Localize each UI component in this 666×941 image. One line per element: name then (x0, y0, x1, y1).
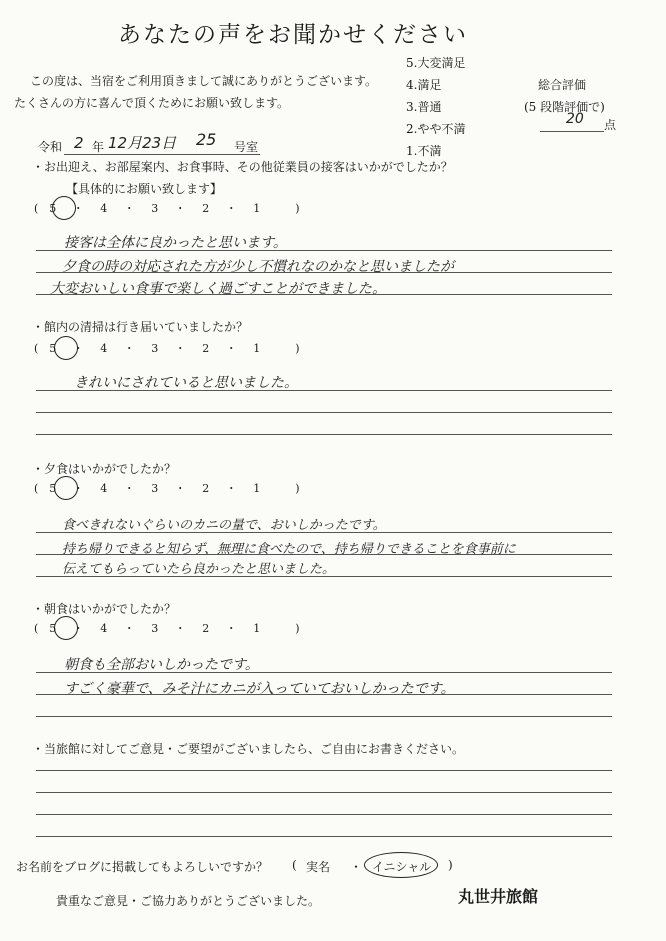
overall-label: 総合評価 (538, 78, 587, 92)
comment-line (36, 836, 612, 837)
intro-line-1: この度は、当宿をご利用頂きまして誠にありがとうございます。 (30, 74, 378, 88)
answer-line (36, 716, 612, 717)
blog-option-real-name: 実名 (306, 860, 331, 874)
thanks-text: 貴重なご意見・ご協力ありがとうございました。 (56, 894, 321, 908)
intro-line-2: たくさんの方に喜んで頂くためにお願い致します。 (14, 96, 290, 110)
answer-1-line-1: 接客は全体に良かったと思います。 (64, 235, 287, 251)
blog-question: お名前をブログに掲載してもよろしいですか？ (16, 860, 269, 874)
answer-line (36, 412, 612, 413)
answer-line (36, 434, 612, 435)
comment-line (36, 792, 612, 793)
answer-line (36, 532, 612, 533)
overall-unit: 点 (604, 118, 617, 132)
answer-line (36, 294, 612, 295)
blog-separator: ・ (350, 860, 363, 874)
question-3: ・夕食はいかがでしたか？ (32, 462, 177, 476)
answer-3-line-3: 伝えてもらっていたら良かったと思いました。 (62, 562, 336, 577)
blog-selected-circle (364, 852, 438, 878)
selected-rating-circle-2 (54, 336, 78, 360)
date-year: 2 (74, 134, 84, 152)
legend-item-5: 5.大変満足 (406, 56, 466, 70)
date-era: 令和 (38, 140, 63, 154)
answer-line (36, 694, 612, 695)
question-1-sub: 【具体的にお願い致します】 (66, 182, 223, 196)
room-label: 号室 (234, 140, 259, 154)
answer-2-line-1: きれいにされていると思いました。 (74, 375, 298, 391)
rating-scale-3: ( 5 ・ 4 ・ 3 ・ 2 ・ 1 ) (34, 482, 300, 495)
date-year-label: 年 (92, 140, 105, 154)
answer-line (36, 554, 612, 555)
comment-line (36, 814, 612, 815)
question-2: ・館内の清掃は行き届いていましたか？ (32, 320, 249, 334)
answer-line (36, 672, 612, 673)
answer-line (36, 272, 612, 273)
date-underline (64, 154, 260, 155)
comment-line (36, 770, 612, 771)
rating-scale-4: ( 5 ・ 4 ・ 3 ・ 2 ・ 1 ) (34, 622, 300, 635)
answer-1-line-2: 夕食の時の対応された方が少し不慣れなのかなと思いましたが (62, 259, 454, 275)
legend-item-2: 2.やや不満 (406, 122, 466, 136)
answer-3-line-2: 持ち帰りできると知らず、無理に食べたので、持ち帰りできることを食事前に (62, 542, 516, 557)
overall-score: 20 (566, 111, 584, 127)
overall-note: (5 段階評価で) (524, 100, 605, 114)
answer-3-line-1: 食べきれないぐらいのカニの量で、おいしかったです。 (62, 518, 386, 533)
selected-rating-circle-1 (52, 196, 76, 220)
blog-option-initials: イニシャル (372, 860, 432, 874)
answer-line (36, 390, 612, 391)
answer-4-line-1: 朝食も全部おいしかったです。 (64, 657, 259, 673)
answer-line (36, 250, 612, 251)
selected-rating-circle-4 (54, 616, 78, 640)
answer-line (36, 576, 612, 577)
legend-item-4: 4.満足 (406, 78, 442, 92)
answer-1-line-3: 大変おいしい食事で楽しく過ごすことができました。 (50, 281, 386, 297)
overall-underline (540, 131, 604, 132)
room-number: 25 (196, 130, 217, 149)
question-4: ・朝食はいかがでしたか？ (32, 602, 177, 616)
date-day: 12月23日 (108, 134, 177, 152)
question-1: ・お出迎え、お部屋案内、お食事時、その他従業員の接客はいかがでしたか？ (32, 160, 453, 174)
blog-open: ( (292, 858, 297, 872)
rating-option-5: 5 (49, 202, 57, 215)
selected-rating-circle-3 (54, 476, 78, 500)
rating-scale-1: ( 5 ・ 4 ・ 3 ・ 2 ・ 1 ) (34, 202, 300, 215)
rating-scale-2: ( 5 ・ 4 ・ 3 ・ 2 ・ 1 ) (34, 342, 300, 355)
legend-item-3: 3.普通 (406, 100, 442, 114)
comments-question: ・当旅館に対してご意見・ご要望がございましたら、ご自由にお書きください。 (32, 742, 465, 756)
answer-4-line-2: すごく豪華で、みそ汁にカニが入っていておいしかったです。 (64, 681, 455, 697)
inn-name: 丸世井旅館 (458, 887, 539, 906)
page-title: あなたの声をお聞かせください (118, 22, 468, 48)
blog-close: ) (448, 858, 453, 872)
legend-item-1: 1.不満 (406, 144, 442, 158)
